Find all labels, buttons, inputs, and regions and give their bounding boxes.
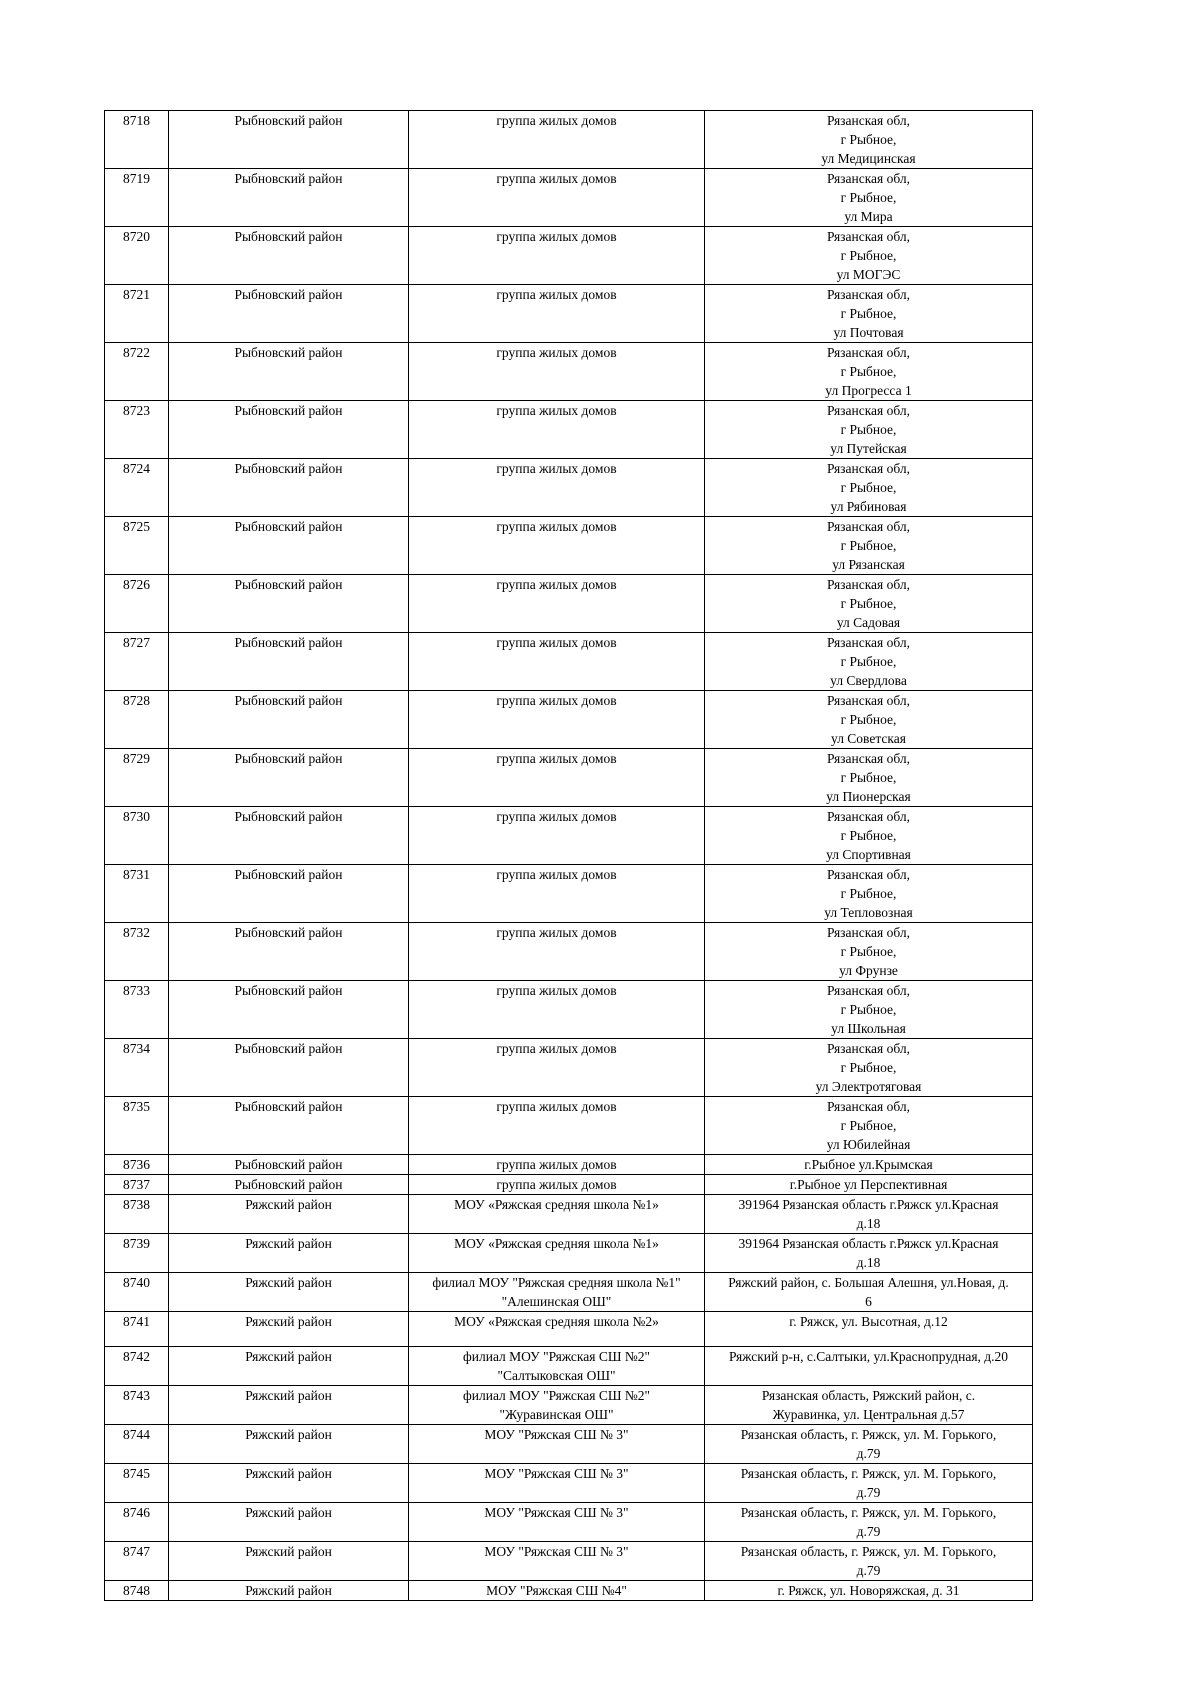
object-name-line: группа жилых домов bbox=[496, 345, 617, 360]
address bbox=[705, 343, 1033, 401]
object-name bbox=[409, 1039, 705, 1097]
table-row bbox=[105, 1039, 1033, 1097]
table-row bbox=[105, 981, 1033, 1039]
table-row bbox=[105, 923, 1033, 981]
address-line: Рязанская обл, bbox=[826, 519, 911, 534]
row-number: 8719 bbox=[105, 169, 169, 227]
address bbox=[705, 1503, 1033, 1542]
address-line: ул Рязанская bbox=[832, 557, 905, 572]
address-line: ул Фрунзе bbox=[839, 963, 898, 978]
district: Рыбновский район bbox=[169, 691, 409, 749]
address bbox=[705, 691, 1033, 749]
address-line: д.18 bbox=[856, 1216, 881, 1231]
object-name-line: группа жилых домов bbox=[496, 113, 617, 128]
table-row bbox=[105, 575, 1033, 633]
object-name bbox=[409, 691, 705, 749]
object-name-line: группа жилых домов bbox=[496, 983, 617, 998]
address bbox=[705, 169, 1033, 227]
row-number: 8744 bbox=[105, 1425, 169, 1464]
table-row bbox=[105, 1175, 1033, 1195]
address-line: г Рыбное, bbox=[840, 306, 897, 321]
object-name bbox=[409, 1195, 705, 1234]
table-row bbox=[105, 1503, 1033, 1542]
row-number: 8720 bbox=[105, 227, 169, 285]
address bbox=[705, 1097, 1033, 1155]
row-number: 8745 bbox=[105, 1464, 169, 1503]
row-number: 8740 bbox=[105, 1273, 169, 1312]
district: Рыбновский район bbox=[169, 1039, 409, 1097]
address-line: г.Рыбное ул.Крымская bbox=[804, 1157, 933, 1172]
address-line: Рязанская обл, bbox=[826, 1099, 911, 1114]
address-line: ул Мира bbox=[844, 209, 893, 224]
address-line: 6 bbox=[865, 1294, 872, 1309]
object-name-line: группа жилых домов bbox=[496, 577, 617, 592]
address-line: ул Путейская bbox=[830, 441, 907, 456]
address bbox=[705, 459, 1033, 517]
row-number: 8726 bbox=[105, 575, 169, 633]
table-row bbox=[105, 1386, 1033, 1425]
table-row bbox=[105, 1273, 1033, 1312]
row-number: 8737 bbox=[105, 1175, 169, 1195]
object-name bbox=[409, 1503, 705, 1542]
address-line: Ряжский р-н, с.Салтыки, ул.Краснопрудная, д.20 bbox=[728, 1349, 1009, 1364]
address-line: ул Тепловозная bbox=[824, 905, 913, 920]
address-line: ул Рябиновая bbox=[830, 499, 907, 514]
address-line: г Рыбное, bbox=[840, 596, 897, 611]
district: Ряжский район bbox=[169, 1503, 409, 1542]
address-line: Рязанская обл, bbox=[826, 113, 911, 128]
address-line: Рязанская область, Ряжский район, с. bbox=[761, 1388, 976, 1403]
table-row bbox=[105, 1312, 1033, 1347]
address bbox=[705, 1039, 1033, 1097]
address-line: Рязанская обл, bbox=[826, 403, 911, 418]
district: Рыбновский район bbox=[169, 401, 409, 459]
district: Ряжский район bbox=[169, 1464, 409, 1503]
address-line: г Рыбное, bbox=[840, 190, 897, 205]
address bbox=[705, 807, 1033, 865]
address bbox=[705, 923, 1033, 981]
object-name-line: группа жилых домов bbox=[496, 693, 617, 708]
address-line: Рязанская обл, bbox=[826, 751, 911, 766]
address bbox=[705, 1581, 1033, 1601]
object-name-line: "Журавинская ОШ" bbox=[499, 1407, 614, 1422]
address-line: Рязанская обл, bbox=[826, 287, 911, 302]
district: Ряжский район bbox=[169, 1581, 409, 1601]
address-line: Рязанская обл, bbox=[826, 229, 911, 244]
address bbox=[705, 749, 1033, 807]
table-row bbox=[105, 1347, 1033, 1386]
row-number: 8727 bbox=[105, 633, 169, 691]
district: Рыбновский район bbox=[169, 923, 409, 981]
object-name-line: филиал МОУ "Ряжская СШ №2" bbox=[463, 1388, 650, 1403]
object-name-line: группа жилых домов bbox=[496, 1041, 617, 1056]
address-line: ул Свердлова bbox=[830, 673, 907, 688]
district: Рыбновский район bbox=[169, 807, 409, 865]
address-line: г Рыбное, bbox=[840, 248, 897, 263]
district: Рыбновский район bbox=[169, 459, 409, 517]
address-line: г. Ряжск, ул. Высотная, д.12 bbox=[789, 1314, 948, 1329]
address bbox=[705, 401, 1033, 459]
table-row bbox=[105, 807, 1033, 865]
row-number: 8747 bbox=[105, 1542, 169, 1581]
address bbox=[705, 633, 1033, 691]
row-number: 8722 bbox=[105, 343, 169, 401]
address-line: ул Юбилейная bbox=[826, 1137, 911, 1152]
table-row bbox=[105, 633, 1033, 691]
table-row bbox=[105, 285, 1033, 343]
address bbox=[705, 1464, 1033, 1503]
object-name-line: МОУ «Ряжская средняя школа №2» bbox=[454, 1314, 659, 1329]
table-body bbox=[105, 111, 1033, 1601]
table-row bbox=[105, 111, 1033, 169]
object-name-line: группа жилых домов bbox=[496, 403, 617, 418]
address-line: Рязанская область, г. Ряжск, ул. М. Горького, bbox=[740, 1466, 997, 1481]
object-name-line: группа жилых домов bbox=[496, 171, 617, 186]
object-name bbox=[409, 517, 705, 575]
object-name bbox=[409, 1347, 705, 1386]
address-line: г Рыбное, bbox=[840, 132, 897, 147]
district: Рыбновский район bbox=[169, 343, 409, 401]
object-name-line: МОУ "Ряжская СШ № 3" bbox=[484, 1427, 629, 1442]
object-name-line: группа жилых домов bbox=[496, 809, 617, 824]
address bbox=[705, 1425, 1033, 1464]
object-name bbox=[409, 1425, 705, 1464]
address-line: ул Советская bbox=[831, 731, 906, 746]
row-number: 8733 bbox=[105, 981, 169, 1039]
row-number: 8741 bbox=[105, 1312, 169, 1347]
object-name bbox=[409, 401, 705, 459]
object-name bbox=[409, 343, 705, 401]
object-name-line: группа жилых домов bbox=[496, 635, 617, 650]
row-number: 8718 bbox=[105, 111, 169, 169]
table-row bbox=[105, 1234, 1033, 1273]
district: Ряжский район bbox=[169, 1386, 409, 1425]
object-name-line: МОУ "Ряжская СШ № 3" bbox=[484, 1466, 629, 1481]
address-line: Рязанская обл, bbox=[826, 867, 911, 882]
table-row bbox=[105, 1425, 1033, 1464]
address-line: г Рыбное, bbox=[840, 944, 897, 959]
district: Рыбновский район bbox=[169, 1155, 409, 1175]
object-name-line: МОУ "Ряжская СШ №4" bbox=[486, 1583, 627, 1598]
object-name-line: группа жилых домов bbox=[496, 519, 617, 534]
address-line: г Рыбное, bbox=[840, 886, 897, 901]
object-name bbox=[409, 749, 705, 807]
address-line: г Рыбное, bbox=[840, 538, 897, 553]
district: Рыбновский район bbox=[169, 1175, 409, 1195]
address bbox=[705, 865, 1033, 923]
object-name bbox=[409, 1234, 705, 1273]
address-line: ул Пионерская bbox=[826, 789, 911, 804]
address-line: г Рыбное, bbox=[840, 1060, 897, 1075]
object-name bbox=[409, 1273, 705, 1312]
object-name-line: группа жилых домов bbox=[496, 1177, 617, 1192]
row-number: 8730 bbox=[105, 807, 169, 865]
object-name-line: МОУ "Ряжская СШ № 3" bbox=[484, 1505, 629, 1520]
district: Рыбновский район bbox=[169, 517, 409, 575]
object-name bbox=[409, 1581, 705, 1601]
address-line: Рязанская область, г. Ряжск, ул. М. Горького, bbox=[740, 1505, 997, 1520]
district: Рыбновский район bbox=[169, 575, 409, 633]
table-row bbox=[105, 343, 1033, 401]
district: Рыбновский район bbox=[169, 227, 409, 285]
address-line: г Рыбное, bbox=[840, 480, 897, 495]
address-line: д.18 bbox=[856, 1255, 881, 1270]
registry-table bbox=[104, 110, 1033, 1601]
address-line: ул Школьная bbox=[831, 1021, 906, 1036]
address bbox=[705, 1195, 1033, 1234]
object-name bbox=[409, 923, 705, 981]
table-row bbox=[105, 401, 1033, 459]
table-row bbox=[105, 227, 1033, 285]
address-line: 391964 Рязанская область г.Ряжск ул.Красная bbox=[738, 1197, 999, 1212]
row-number: 8736 bbox=[105, 1155, 169, 1175]
table-row bbox=[105, 1542, 1033, 1581]
object-name bbox=[409, 227, 705, 285]
object-name bbox=[409, 981, 705, 1039]
address-line: Рязанская область, г. Ряжск, ул. М. Горького, bbox=[740, 1427, 997, 1442]
object-name-line: группа жилых домов bbox=[496, 1157, 617, 1172]
district: Ряжский район bbox=[169, 1425, 409, 1464]
address-line: ул Прогресса 1 bbox=[825, 383, 912, 398]
object-name-line: филиал МОУ "Ряжская средняя школа №1" bbox=[432, 1275, 681, 1290]
address-line: Рязанская обл, bbox=[826, 171, 911, 186]
object-name bbox=[409, 633, 705, 691]
object-name-line: МОУ «Ряжская средняя школа №1» bbox=[454, 1197, 659, 1212]
district: Рыбновский район bbox=[169, 111, 409, 169]
address bbox=[705, 1273, 1033, 1312]
address-line: 391964 Рязанская область г.Ряжск ул.Красная bbox=[738, 1236, 999, 1251]
district: Рыбновский район bbox=[169, 285, 409, 343]
address-line: г.Рыбное ул Перспективная bbox=[789, 1177, 948, 1192]
object-name bbox=[409, 1386, 705, 1425]
row-number: 8742 bbox=[105, 1347, 169, 1386]
district: Рыбновский район bbox=[169, 1097, 409, 1155]
table-row bbox=[105, 1464, 1033, 1503]
object-name-line: филиал МОУ "Ряжская СШ №2" bbox=[463, 1349, 650, 1364]
district: Рыбновский район bbox=[169, 749, 409, 807]
object-name bbox=[409, 1097, 705, 1155]
address-line: г Рыбное, bbox=[840, 770, 897, 785]
address bbox=[705, 575, 1033, 633]
object-name-line: группа жилых домов bbox=[496, 867, 617, 882]
address-line: г. Ряжск, ул. Новоряжская, д. 31 bbox=[777, 1583, 960, 1598]
district: Ряжский район bbox=[169, 1273, 409, 1312]
district: Ряжский район bbox=[169, 1312, 409, 1347]
row-number: 8746 bbox=[105, 1503, 169, 1542]
row-number: 8743 bbox=[105, 1386, 169, 1425]
address-line: ул Электротяговая bbox=[815, 1079, 922, 1094]
table-row bbox=[105, 1097, 1033, 1155]
address bbox=[705, 981, 1033, 1039]
district: Рыбновский район bbox=[169, 169, 409, 227]
address bbox=[705, 1175, 1033, 1195]
address-line: Рязанская обл, bbox=[826, 345, 911, 360]
object-name bbox=[409, 865, 705, 923]
row-number: 8739 bbox=[105, 1234, 169, 1273]
object-name-line: МОУ «Ряжская средняя школа №1» bbox=[454, 1236, 659, 1251]
table-row bbox=[105, 169, 1033, 227]
object-name bbox=[409, 1312, 705, 1347]
address bbox=[705, 1542, 1033, 1581]
object-name-line: группа жилых домов bbox=[496, 751, 617, 766]
object-name-line: группа жилых домов bbox=[496, 229, 617, 244]
table-row bbox=[105, 1155, 1033, 1175]
object-name bbox=[409, 459, 705, 517]
district: Рыбновский район bbox=[169, 865, 409, 923]
table-row bbox=[105, 1581, 1033, 1601]
object-name bbox=[409, 111, 705, 169]
object-name bbox=[409, 1542, 705, 1581]
address-line: Рязанская обл, bbox=[826, 461, 911, 476]
row-number: 8748 bbox=[105, 1581, 169, 1601]
object-name-line: группа жилых домов bbox=[496, 925, 617, 940]
object-name-line: "Салтыковская ОШ" bbox=[497, 1368, 616, 1383]
address-line: ул Спортивная bbox=[826, 847, 911, 862]
address bbox=[705, 227, 1033, 285]
row-number: 8738 bbox=[105, 1195, 169, 1234]
address-line: д.79 bbox=[856, 1563, 881, 1578]
row-number: 8728 bbox=[105, 691, 169, 749]
address-line: Рязанская область, г. Ряжск, ул. М. Горького, bbox=[740, 1544, 997, 1559]
address-line: г Рыбное, bbox=[840, 1118, 897, 1133]
address-line: Ряжский район, с. Большая Алешня, ул.Новая, д. bbox=[728, 1275, 1009, 1290]
district: Ряжский район bbox=[169, 1347, 409, 1386]
address-line: Журавинка, ул. Центральная д.57 bbox=[772, 1407, 965, 1422]
address-line: д.79 bbox=[856, 1446, 881, 1461]
district: Ряжский район bbox=[169, 1234, 409, 1273]
address bbox=[705, 1155, 1033, 1175]
object-name bbox=[409, 1155, 705, 1175]
address-line: д.79 bbox=[856, 1524, 881, 1539]
address bbox=[705, 111, 1033, 169]
address bbox=[705, 1386, 1033, 1425]
address bbox=[705, 285, 1033, 343]
row-number: 8725 bbox=[105, 517, 169, 575]
row-number: 8729 bbox=[105, 749, 169, 807]
address-line: г Рыбное, bbox=[840, 364, 897, 379]
object-name bbox=[409, 285, 705, 343]
object-name-line: группа жилых домов bbox=[496, 461, 617, 476]
row-number: 8724 bbox=[105, 459, 169, 517]
object-name bbox=[409, 169, 705, 227]
object-name-line: "Алешинская ОШ" bbox=[501, 1294, 612, 1309]
object-name bbox=[409, 807, 705, 865]
table-row bbox=[105, 865, 1033, 923]
address-line: ул Садовая bbox=[836, 615, 901, 630]
table-row bbox=[105, 749, 1033, 807]
address-line: г Рыбное, bbox=[840, 654, 897, 669]
object-name bbox=[409, 1175, 705, 1195]
row-number: 8732 bbox=[105, 923, 169, 981]
address-line: ул Медицинская bbox=[821, 151, 916, 166]
row-number: 8723 bbox=[105, 401, 169, 459]
address-line: г Рыбное, bbox=[840, 422, 897, 437]
row-number: 8731 bbox=[105, 865, 169, 923]
object-name-line: МОУ "Ряжская СШ № 3" bbox=[484, 1544, 629, 1559]
row-number: 8735 bbox=[105, 1097, 169, 1155]
address bbox=[705, 517, 1033, 575]
object-name bbox=[409, 575, 705, 633]
address-line: г Рыбное, bbox=[840, 712, 897, 727]
address-line: Рязанская обл, bbox=[826, 809, 911, 824]
address-line: д.79 bbox=[856, 1485, 881, 1500]
address-line: Рязанская обл, bbox=[826, 1041, 911, 1056]
address-line: г Рыбное, bbox=[840, 828, 897, 843]
address bbox=[705, 1234, 1033, 1273]
table-row bbox=[105, 1195, 1033, 1234]
address-line: Рязанская обл, bbox=[826, 925, 911, 940]
address-line: Рязанская обл, bbox=[826, 635, 911, 650]
address-line: ул Почтовая bbox=[833, 325, 904, 340]
address bbox=[705, 1347, 1033, 1386]
object-name-line: группа жилых домов bbox=[496, 287, 617, 302]
address-line: г Рыбное, bbox=[840, 1002, 897, 1017]
district: Ряжский район bbox=[169, 1542, 409, 1581]
address-line: ул МОГЭС bbox=[836, 267, 901, 282]
address-line: Рязанская обл, bbox=[826, 577, 911, 592]
address-line: Рязанская обл, bbox=[826, 693, 911, 708]
table-row bbox=[105, 459, 1033, 517]
address bbox=[705, 1312, 1033, 1347]
object-name bbox=[409, 1464, 705, 1503]
district: Ряжский район bbox=[169, 1195, 409, 1234]
table-row bbox=[105, 517, 1033, 575]
district: Рыбновский район bbox=[169, 633, 409, 691]
table-row bbox=[105, 691, 1033, 749]
object-name-line: группа жилых домов bbox=[496, 1099, 617, 1114]
row-number: 8734 bbox=[105, 1039, 169, 1097]
row-number: 8721 bbox=[105, 285, 169, 343]
district: Рыбновский район bbox=[169, 981, 409, 1039]
address-line: Рязанская обл, bbox=[826, 983, 911, 998]
